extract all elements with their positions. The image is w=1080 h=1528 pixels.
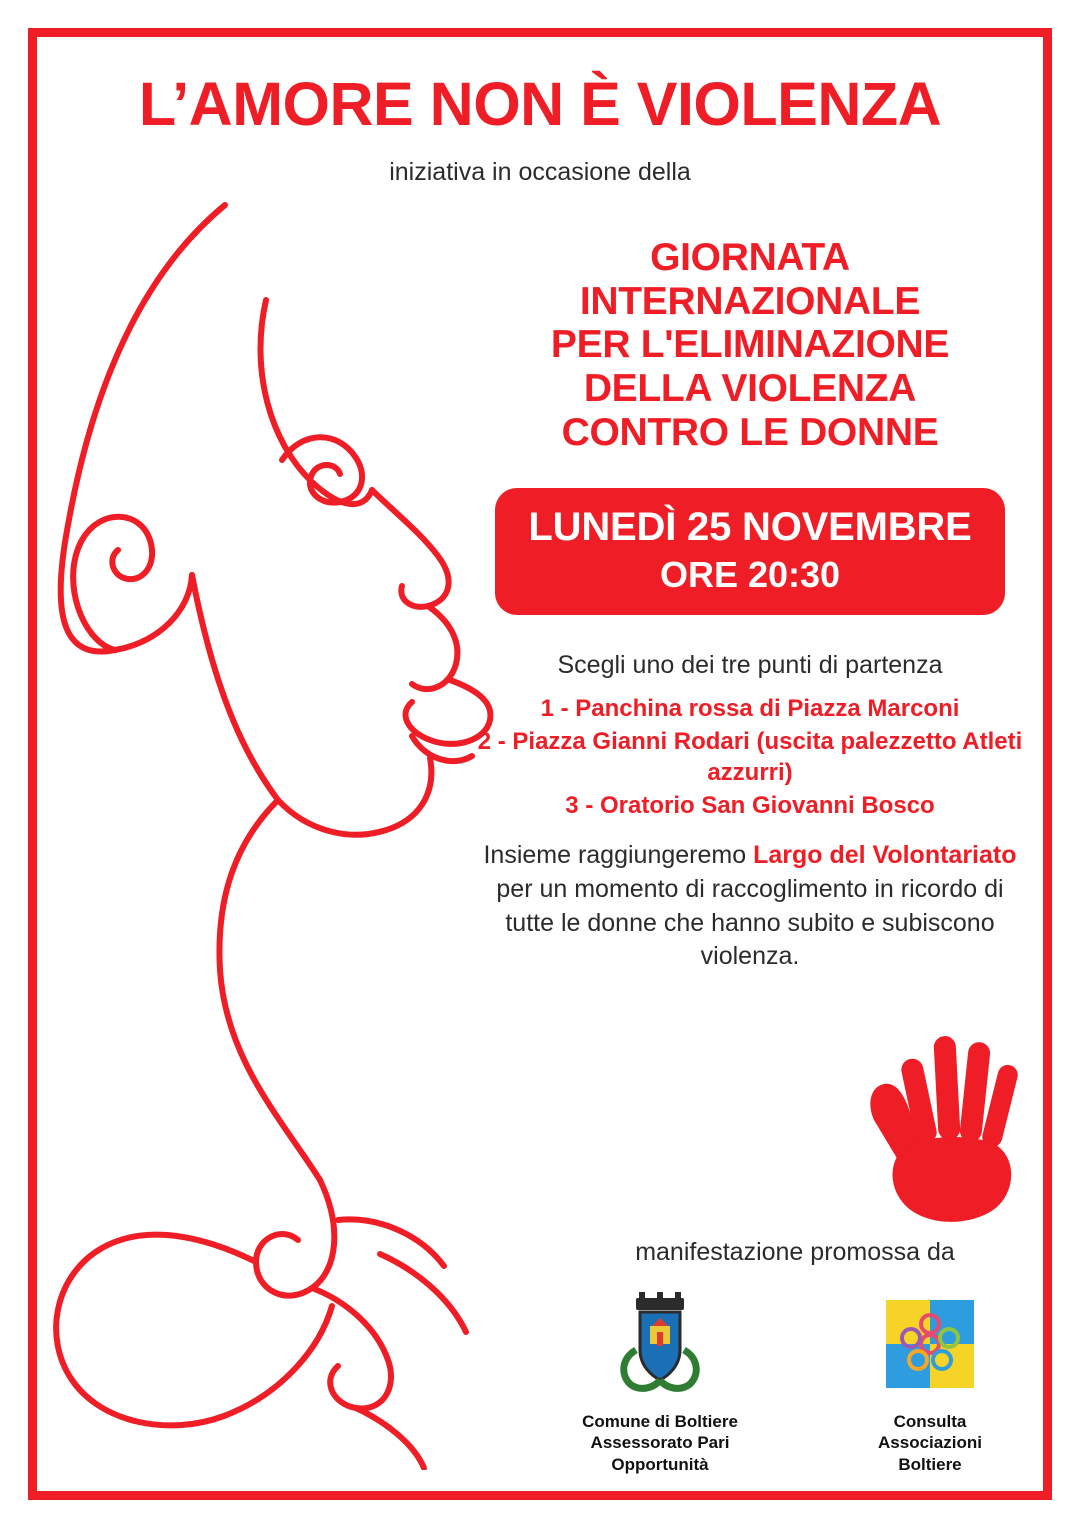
- list-item: 2 - Piazza Gianni Rodari (uscita palezzetto Atleti azzurri): [477, 728, 1023, 786]
- page-title: L’AMORE NON È VIOLENZA: [138, 70, 942, 138]
- comune-caption: [560, 1411, 760, 1475]
- red-handprint-icon: [858, 1028, 1038, 1228]
- consulta-caption-line-1: Consulta: [893, 1412, 967, 1431]
- promoter-comune: [560, 1292, 760, 1475]
- event-title-line-5: CONTRO LE DONNE: [561, 410, 939, 454]
- event-date: LUNEDÌ 25 NOVEMBRE: [528, 505, 972, 550]
- consulta-associazioni-boltiere-logo-icon: [878, 1292, 982, 1396]
- promoter-logos: [560, 1292, 1030, 1475]
- comune-caption-line-1: Comune di Boltiere: [582, 1412, 738, 1431]
- list-item: 1 - Panchina rossa di Piazza Marconi: [540, 695, 960, 723]
- consulta-caption-line-3: Boltiere: [898, 1454, 962, 1474]
- promoted-by-label: manifestazione promossa da: [635, 1238, 955, 1266]
- poster-right-column: [470, 236, 1030, 974]
- event-title-line-4: DELLA VIOLENZA: [583, 367, 917, 411]
- event-title-line-3: PER L'ELIMINAZIONE: [550, 323, 950, 367]
- poster-subtitle: iniziativa in occasione della: [389, 158, 691, 186]
- consulta-caption: [830, 1411, 1030, 1475]
- event-time: ORE 20:30: [659, 554, 841, 596]
- comune-caption-line-2: Assessorato Pari Opportunità: [590, 1433, 730, 1474]
- closing-highlight-location: Largo del Volontariato: [753, 841, 1017, 870]
- starting-points-intro: Scegli uno dei tre punti di partenza: [557, 651, 943, 680]
- closing-post-text: per un momento di raccoglimento in ricordo di tutte le donne che hanno subito e subiscono violenza.: [496, 874, 1004, 971]
- closing-paragraph: [470, 839, 1030, 974]
- closing-pre-text: Insieme raggiungeremo: [483, 841, 754, 870]
- event-title: [470, 236, 1030, 454]
- consulta-caption-line-2: Associazioni: [878, 1433, 982, 1453]
- date-time-badge: [495, 488, 1005, 615]
- event-title-line-2: INTERNAZIONALE: [579, 279, 921, 323]
- list-item: 3 - Oratorio San Giovanni Bosco: [565, 791, 935, 819]
- promoter-consulta: [830, 1292, 1030, 1475]
- event-title-line-1: GIORNATA: [650, 236, 850, 279]
- starting-points-list: [470, 694, 1030, 821]
- comune-di-boltiere-crest-icon: [606, 1292, 714, 1396]
